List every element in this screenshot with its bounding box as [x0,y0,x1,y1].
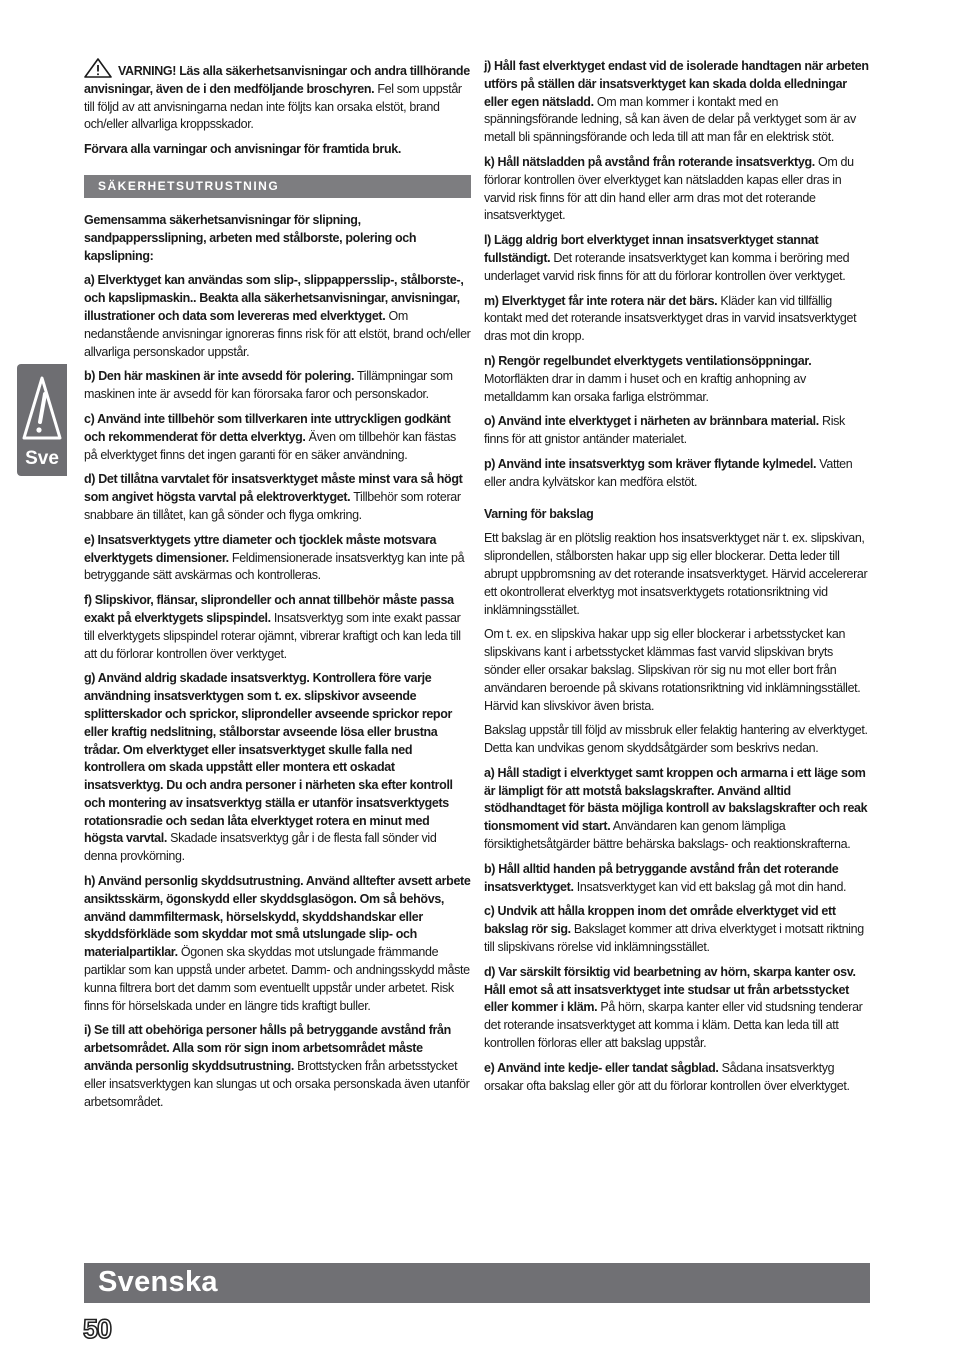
warning-triangle-icon [84,58,112,78]
safety-item-j: j) Håll fast elverktyget endast vid de isolerade handtagen när arbeten utförs på ställen där insatsverktyget kan skada dolda elledningar eller egen nätsladd. Om man kommer i kontakt med en spänningsförande ledning, så kan även de delar på verktyget som är av metall bli spänningsförande och leda till att man får en elektrisk stöt. [484,59,869,145]
intro-heading: Gemensamma säkerhetsanvisningar för slipning, sandpappersslipning, arbeten med stålborste, polering och kapslipning: [84,212,417,263]
left-column [84,58,471,1118]
warning-text: Fel som uppstår till följd av att anvisningarna nedan inte följts kan orsaka elstöt, brand och/eller allvarliga kroppsskador. [84,81,462,132]
language-code: Sve [25,448,59,469]
kickback-item-d: d) Var särskilt försiktig vid bearbetning av hörn, skarpa kanter osv. Håll emot så att insatsverktyget inte studsar ut från arbetsstycket eller kommer i kläm. På hörn, skarpa kanter eller vid studsning tenderar det roterande insatsverktyget att komma i kläm. Detta kan leda till att kontrollen förloras eller att bakslag uppstår. [484,964,863,1051]
kickback-paragraph: Bakslag uppstår till följd av missbruk eller felaktig hantering av elverktyget. Detta kan undvikas genom skyddsåtgärder som beskrivs nedan. [484,723,868,756]
right-column [484,58,872,1102]
safety-item-i: i) Se till att obehöriga personer hålls på betryggande avstånd från arbetsområdet. Alla som rör sign inom arbetsområdet måste använda personlig skyddsutrustning. Brottstycken från arbetsstycket eller insatsverktygen kan slungas ut och orsaka personskada även utanför arbetsområdet. [84,1023,470,1109]
warning-paragraph [84,58,471,134]
safety-item-f: f) Slipskivor, flänsar, sliprondeller och annat tillbehör måste passa exakt på elverktygets slipspindel. Insatsverktyg som inte exakt passar till elverktygets slipspindel roterar ojämnt, vibrerar kraftigt och kan leda till att du förlorar kontrollen över verktyget. [84,593,461,661]
kickback-paragraph: Ett bakslag är en plötslig reaktion hos insatsverktyget när t. ex. slipskivan, sliprondellen, stålborsten hakar upp sig eller blockerar. Detta leder till abrupt uppbromsning av det roterande insatsverktyget. Härvid accelererar ett okontrollerat elverktyg mot insatsverktygets rotationsriktning vid inklämningsstället. [484,531,868,617]
safety-item-o: o) Använd inte elverktyget i närheten av brännbara material. Risk finns för att gnistor antänder materialet. [484,414,845,447]
language-side-tab [17,364,67,476]
section-title-bar: SÄKERHETSUTRUSTNING [84,175,471,198]
kickback-item-e: e) Använd inte kedje- eller tandat sågblad. Sådana insatsverktyg orsakar ofta bakslag eller gör att du förlorar kontrollen över elverktyget. [484,1060,850,1093]
safety-item-b: b) Den här maskinen är inte avsedd för polering. Tillämpningar som maskinen inte är avsedd för kan förorsaka faror och personskador. [84,369,453,402]
kickback-item-c: c) Undvik att hålla kroppen inom det område elverktyget vid ett bakslag rör sig. Bakslaget kommer att driva elverktyget i motsatt riktning till slipskivans rörelse vid inklämningsstället. [484,904,864,955]
safety-item-l: l) Lägg aldrig bort elverktyget innan insatsverktyget stannat fullständigt. Det roterande insatsverktyget kan komma i beröring med underlaget varvid risk finns för att du förlorar kontrollen över verktyget. [484,233,850,283]
safety-item-a: a) Elverktyget kan användas som slip-, slippappersslip-, stålborste-, och kapslipmaskin.. Beakta alla säkerhetsanvisningar, anvisningar, illustrationer och data som levereras med elverktyget. Om nedanstående anvisningar ignoreras finns risk för att elstöt, brand och/eller allvarliga personskador uppstår. [84,273,471,359]
safety-item-m: m) Elverktyget får inte rotera när det bärs. Kläder kan vid tillfällig kontakt med det roterande insatsverktyget dras in varvid insatsverktyget dras mot din kropp. [484,293,857,344]
safety-item-p: p) Använd inte insatsverktyg som kräver flytande kylmedel. Vatten eller andra kylvätskor kan medföra elstöt. [484,456,853,489]
warning-bold: VARNING! Läs alla säkerhetsanvisningar och andra tillhörande anvisningar, även de i den medföljande broschyren. [84,64,470,96]
kickback-item-b: b) Håll alltid handen på betryggande avstånd från det roterande insatsverktyget. Insatsverktyget kan vid ett bakslag gå mot din hand. [484,861,847,894]
safety-item-k: k) Håll nätsladden på avstånd från roterande insatsverktyg. Om du förlorar kontrollen över elverktyget kan nätsladden kapas eller dras in varvid risk finns för att din hand eller arm dras mot det roterande insatsverktyget. [484,154,854,223]
warning-keep: Förvara alla varningar och anvisningar för framtida bruk. [84,142,401,157]
safety-item-n: n) Rengör regelbundet elverktygets ventilationsöppningar. Motorfläkten drar in damm i huset och en kraftig anhopning av metalldamm kan orsaka farliga elströmmar. [484,353,812,404]
page-number: 50 [83,1314,112,1344]
kickback-item-a: a) Håll stadigt i elverktyget samt kroppen och armarna i ett läge som är lämpligt för att motstå bakslagskrafter. Använd alltid stödhandtaget för bästa möjliga kontroll av bakslagskrafter och reak tionsmoment vid start. Användaren kan genom lämpliga försiktighetsåtgärder bättre behärska bakslags- och reaktionskrafterna. [484,765,868,852]
kickback-heading: Varning för bakslag [484,506,594,521]
safety-item-g: g) Använd aldrig skadade insatsverktyg. Kontrollera före varje användning insatsverktygen som t. ex. slipskivor avseende splitterskador och sprickor, sliprondeller avseende sprickor repor eller kraftig nedslitning, stålborstar avseende lösa eller brustna trådar. Om elverktyget eller insatsverktyget skulle falla ned kontrollera om skada uppstått eller montera ett oskadat insatsverktyg. Du och andra personer i närheten ska efter kontroll och montering av insatsverktyg ställa er utanför insatsverktygets rotationsradie och sedan låta elverktyget rotera en minut med högsta varvtal. Skadade insatsverktyg går i de flesta fall sönder vid denna provkörning. [84,671,453,864]
footer-language-bar [84,1263,870,1303]
safety-item-c: c) Använd inte tillbehör som tillverkaren inte uttryckligen godkänt och rekommenderat för detta elverktyg. Även om tillbehör kan fästas på elverktyget finns det ingen garanti för en säker användning. [84,411,456,462]
safety-item-h: h) Använd personlig skyddsutrustning. Använd alltefter avsett arbete ansiktsskärm, ögonskydd eller skyddsglasögon. Om så behövs, använd dammfiltermask, hörselskydd, skyddshandskar eller skyddsförkläde som skyddar mot små utslungade slip- och materialpartiklar. Ögonen ska skyddas mot utslungade främmande partiklar som kan uppstå under arbetet. Damm- och andningsskydd måste kunna filtrera bort det damm som eventuellt uppstår under arbetet. Risk finns för hörselskada under en längre tids kraftigt buller. [84,874,471,1013]
safety-item-d: d) Det tillåtna varvtalet för insatsverktyget måste minst vara så högt som angivet högsta varvtal på elektroverktyget. Tillbehör som roterar snabbare än tillåtet, kan gå sönder och flyga omkring. [84,472,463,522]
kickback-paragraph: Om t. ex. en slipskiva hakar upp sig eller blockerar i arbetsstycket kan slipskivans kant i arbetsstycket klämmas fast varvid slipskivan bryts sönder eller orsakar bakslag. Slipskivan rör sig nu mot eller bort från användaren beroende på skivans rotationsriktning vid inklämningsstället. Härvid kan slivskivor även brista. [484,627,861,713]
safety-item-e: e) Insatsverktygets yttre diameter och tjocklek måste motsvara elverktygets dimensioner. Feldimensionerade insatsverktyg kan inte på betryggande sätt avskärmas och kontrolleras. [84,532,465,583]
warning-exclamation-icon [21,374,63,442]
footer-language: Svenska [98,1266,218,1298]
